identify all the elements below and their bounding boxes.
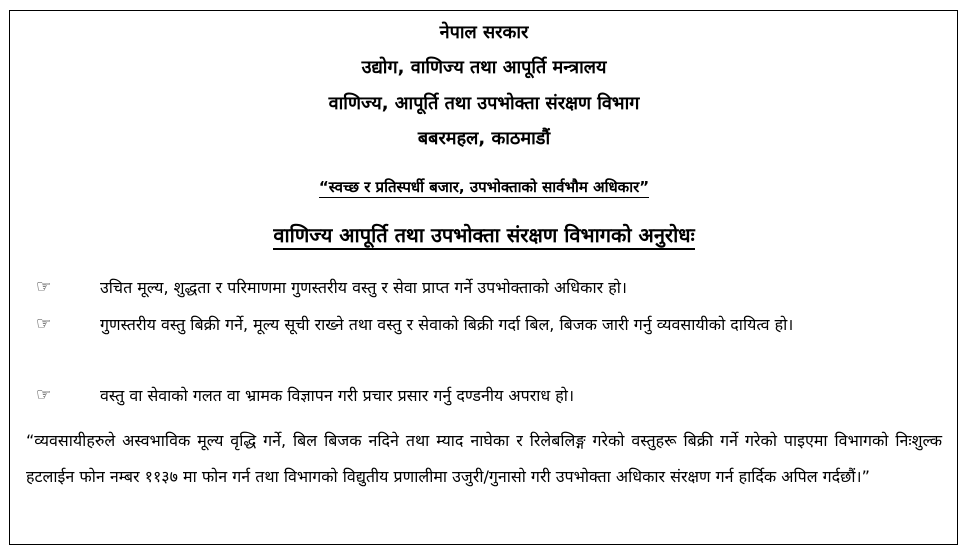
hand-pointing-right-icon: ☞: [36, 277, 52, 297]
bullet-item: [36, 379, 944, 412]
ministry-name: उद्योग, वाणिज्य तथा आपूर्ति मन्त्रालय: [361, 57, 607, 78]
request-title-text: वाणिज्य आपूर्ति तथा उपभोक्ता संरक्षण विभागको अनुरोधः: [273, 223, 694, 250]
government-name: नेपाल सरकार: [439, 22, 529, 43]
bullet-item: [36, 271, 944, 304]
bullet-text: वस्तु वा सेवाको गलत वा भ्रामक विज्ञापन गरी प्रचार प्रसार गर्नु दण्डनीय अपराध हो।: [100, 386, 575, 405]
slogan: [0, 177, 968, 197]
department-name: वाणिज्य, आपूर्ति तथा उपभोक्ता संरक्षण विभाग: [328, 93, 640, 114]
hand-pointing-right-icon: ☞: [36, 385, 52, 405]
hand-pointing-right-icon: ☞: [36, 314, 52, 334]
slogan-text: “स्वच्छ र प्रतिस्पर्धी बजार, उपभोक्ताको सार्वभौम अधिकार”: [318, 178, 650, 196]
closing-appeal: “व्यवसायीहरुले अस्वभाविक मूल्य वृद्धि गर्ने, बिल बिजक नदिने तथा म्याद नाघेका र रिलेबलिङ्ग गरेको वस्तुहरू बिक्री गर्ने गरेको पाइएमा विभागको निःशुल्क हटलाईन फोन नम्बर ११३७ मा फोन गर्न तथा विभागको विद्युतीय प्रणालीमा उजुरी/गुनासो गरी उपभोक्ता अधिकार संरक्षण गर्न हार्दिक अपिल गर्दछौं।”: [26, 431, 942, 486]
bullet-item: [36, 308, 944, 374]
bullet-text: गुणस्तरीय वस्तु बिक्री गर्ने, मूल्य सूची राख्ने तथा वस्तु र सेवाको बिक्री गर्दा बिल, बिजक जारी गर्नु व्यवसायीको दायित्व हो।: [100, 315, 794, 334]
office-address: बबरमहल, काठमाडौं: [417, 128, 551, 149]
request-title: [0, 222, 968, 248]
bullet-text: उचित मूल्य, शुद्धता र परिमाणमा गुणस्तरीय वस्तु र सेवा प्राप्त गर्ने उपभोक्ताको अधिकार हो।: [100, 278, 627, 297]
